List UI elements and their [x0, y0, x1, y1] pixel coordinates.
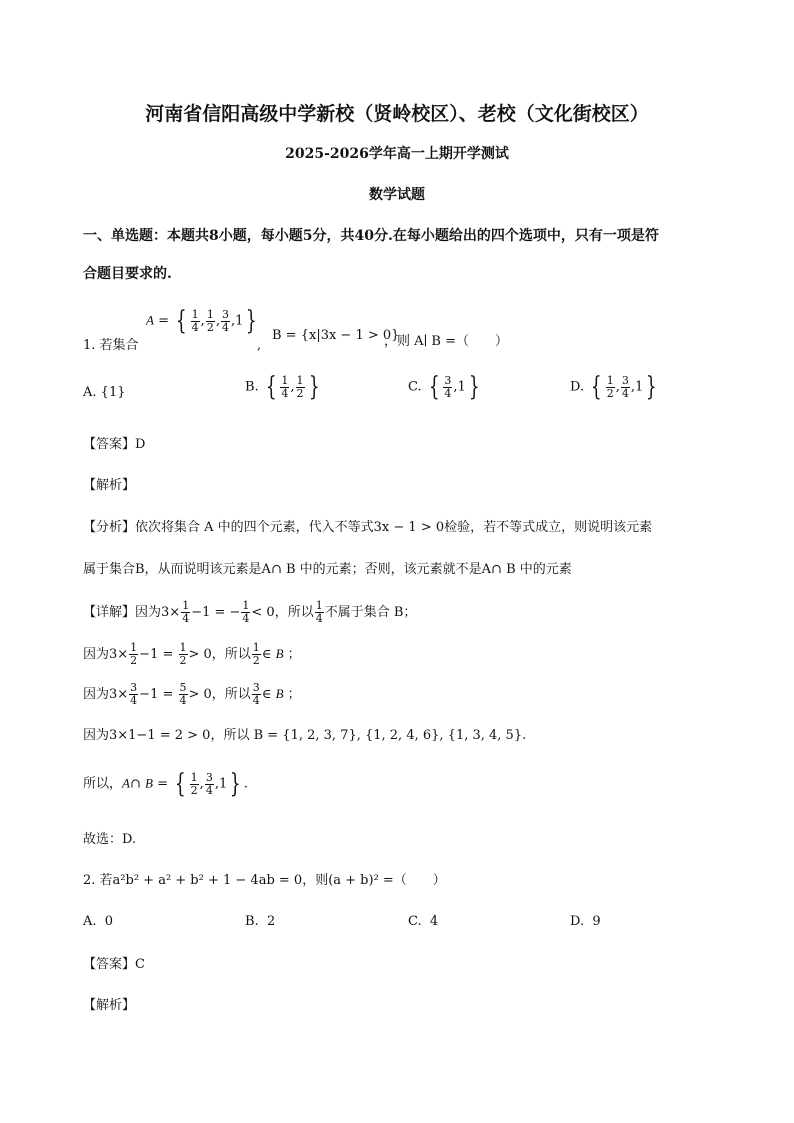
q1-option-b: B. { $\frac{1}{4}$ , $\frac{1}{2}$ } — [245, 372, 320, 402]
q1-analysis-title: 【解析】 — [83, 478, 136, 493]
q1-option-c: C. { $\frac{3}{4}$ ,1 } — [408, 372, 480, 402]
q1-set-b: B = {x|3x − 1 > 0} — [272, 328, 400, 343]
school-title: 河南省信阳高级中学新校（贤岭校区）、老校（文化街校区） — [145, 103, 649, 125]
q1-choice: 故选：D. — [83, 832, 137, 847]
q1-conclusion: 所以，A∩ B = { $\frac{1}{2}$ , $\frac{3}{4}$ ,1 } . — [83, 769, 248, 799]
q1-answer: 【答案】D — [83, 437, 146, 452]
q2-answer: 【答案】C — [83, 957, 145, 972]
exam-title: 2025-2026学年高一上期开学测试 — [285, 146, 509, 162]
q2-stem: 2. 若a²b² + a² + b² + 1 − 4ab = 0，则(a + b)² =（ ） — [83, 873, 446, 888]
q2-option-b: B. 2 — [245, 914, 276, 929]
q2-option-a: A. 0 — [83, 914, 114, 929]
section-heading-line2: 合题目要求的. — [83, 266, 172, 282]
q1-set-a-label: A — [146, 312, 154, 328]
q2-analysis-title: 【解析】 — [83, 998, 136, 1013]
q1-comma: , — [257, 338, 262, 353]
q1-detail-4: 因为3×1−1 = 2 > 0，所以 B = {1, 2, 3, 7}, {1, 2, 4, 6}, {1, 3, 4, 5}. — [83, 728, 527, 743]
section-heading-line1: 一、单选题：本题共8小题，每小题5分，共40分.在每小题给出的四个选项中，只有一项是符 — [83, 228, 659, 244]
q1-option-a: A. {1} — [83, 385, 126, 400]
q1-prefix: 1. 若集合 — [83, 338, 139, 353]
q1-fenxi-line1: 【分析】依次将集合 A 中的四个元素，代入不等式3x − 1 > 0检验，若不等式成立，则说明该元素 — [83, 520, 653, 535]
q1-detail-3: 因为3× $\frac{3}{4}$ −1 = $\frac{5}{4}$ > 0，所以 $\frac{3}{4}$ ∈ B ； — [83, 681, 301, 707]
q2-option-d: D. 9 — [570, 914, 601, 929]
subject-title: 数学试题 — [369, 187, 425, 203]
q2-option-c: C. 4 — [408, 914, 439, 929]
q1-option-d: D. { $\frac{1}{2}$ , $\frac{3}{4}$ ,1 } — [570, 372, 657, 402]
q1-suffix: ，则 A∣ B =（ ） — [384, 334, 509, 349]
q1-fenxi-line2: 属于集合B，从而说明该元素是A∩ B 中的元素；否则，该元素就不是A∩ B 中的元素 — [83, 562, 572, 577]
q1-detail-1: 【详解】因为3× $\frac{1}{4}$ −1 = − $\frac{1}{4}$ < 0，所以 $\frac{1}{4}$ 不属于集合 B； — [83, 599, 417, 625]
q1-set-a: A = { $\frac{1}{4}$ , $\frac{1}{2}$ , $\frac{3}{4}$ ,1 } — [146, 306, 258, 336]
q1-detail-2: 因为3× $\frac{1}{2}$ −1 = $\frac{1}{2}$ > 0，所以 $\frac{1}{2}$ ∈ B ； — [83, 641, 301, 667]
